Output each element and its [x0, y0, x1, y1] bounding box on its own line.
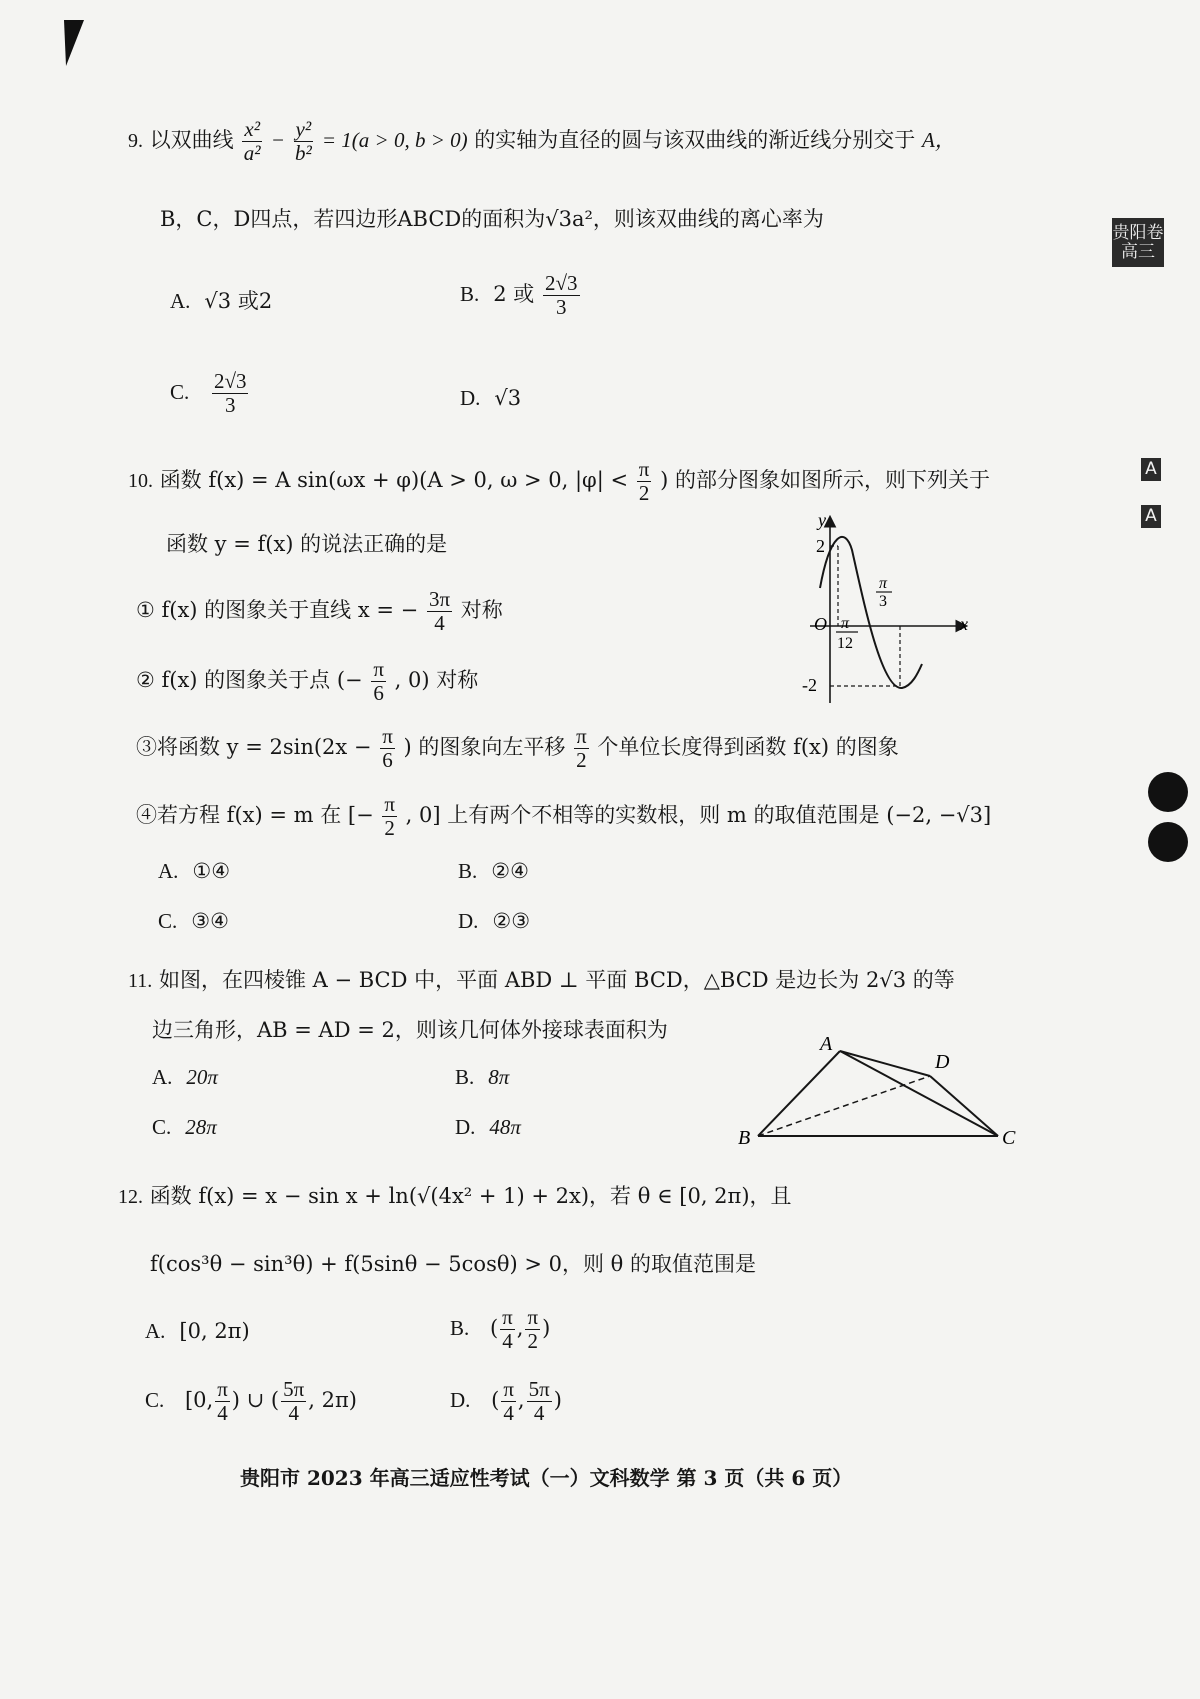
svg-text:y: y: [818, 510, 826, 530]
q10-number: 10.: [128, 470, 153, 493]
q9-frac-y: $\frac{\text{y²}}{\text{b²}}$: [294, 117, 312, 166]
svg-text:π: π: [841, 615, 850, 632]
q9-option-c[interactable]: C. $\frac{2√3}{3}$: [170, 369, 247, 418]
q10-option-a[interactable]: A. ①④: [158, 859, 231, 883]
binding-hole-2: [1148, 822, 1188, 862]
q9-point-a: A，: [921, 128, 956, 153]
q10-statement-1: ① f(x) 的图象关于直线 x = − $\frac{3\pi}{4}$ 对称: [136, 587, 503, 636]
q11-option-c[interactable]: C. 28π: [152, 1115, 217, 1139]
q10-line1: 10. 函数 f(x) = A sin(ωx + φ)(A > 0, ω > 0, |φ| < $\frac{\pi}{2}$ ) 的部分图象如图所示，则下列关于: [128, 457, 990, 506]
q10-option-d[interactable]: D. ②③: [458, 909, 531, 933]
q10-statement-2: ② f(x) 的图象关于点 (− $\frac{\pi}{6}$ , 0) 对称: [136, 657, 479, 706]
q10-graph: [790, 508, 980, 708]
svg-text:A: A: [820, 1036, 833, 1055]
q11-line1: 11. 如图，在四棱锥 A − BCD 中，平面 ABD ⊥ 平面 BCD，△BCD 是边长为 2√3 的等: [128, 968, 955, 992]
svg-text:O: O: [814, 614, 827, 634]
side-tab: [1112, 218, 1164, 267]
side-mark-a1: A: [1141, 458, 1161, 481]
q9-formula-end: = 1(a > 0, b > 0): [321, 128, 468, 153]
q9-frac-x: $\frac{\text{x²}}{\text{a²}}$: [243, 117, 261, 166]
q12-option-a[interactable]: A. [0, 2π): [145, 1319, 250, 1343]
svg-text:π: π: [879, 575, 888, 592]
q11-option-a[interactable]: A. 20π: [152, 1065, 218, 1089]
q12-line1: 12. 函数 f(x) = x − sin x + ln(√(4x² + 1) + 2x)，若 θ ∈ [0, 2π)，且: [118, 1184, 792, 1208]
q12-option-d[interactable]: D. ( $\frac{\pi}{4}$ , $\frac{5\pi}{4}$ ): [450, 1377, 562, 1426]
q9-option-d[interactable]: D. √3: [460, 386, 522, 410]
side-tab-top: 贵阳卷: [1112, 223, 1164, 243]
svg-text:C: C: [1002, 1127, 1016, 1149]
q10-line2: 函数 y = f(x) 的说法正确的是: [166, 532, 448, 556]
q12-option-c[interactable]: C. [0, $\frac{\pi}{4}$ ) ∪ ( $\frac{5\pi}{4}$ , 2π): [145, 1377, 357, 1426]
svg-text:x: x: [960, 614, 968, 634]
q11-line2: 边三角形，AB = AD = 2，则该几何体外接球表面积为: [152, 1018, 668, 1042]
q9-line1: 9. 以双曲线 $\frac{\text{x²}}{\text{a²}}$ − $\frac{\text{y²}}{\text{b²}}$ = 1(a > 0, b > 0) 的实轴为直径的圆与该双曲线的渐近线分别交于 A，: [128, 117, 956, 166]
q9-line1-post: 的实轴为直径的圆与该双曲线的渐近线分别交于: [474, 128, 916, 153]
q12-line2: f(cos³θ − sin³θ) + f(5sinθ − 5cosθ) > 0，则 θ 的取值范围是: [150, 1252, 756, 1276]
q9-b-frac: $\frac{2√3}{3}$: [545, 271, 578, 320]
q9-line2: B，C，D四点，若四边形ABCD的面积为√3a²，则该双曲线的离心率为: [160, 207, 824, 231]
q10-statement-3: ③将函数 y = 2sin(2x − $\frac{\pi}{6}$ ) 的图象向左平移 $\frac{\pi}{2}$ 个单位长度得到函数 f(x) 的图象: [136, 724, 899, 773]
svg-text:B: B: [738, 1127, 751, 1149]
q10-option-b[interactable]: B. ②④: [458, 859, 529, 883]
svg-text:D: D: [935, 1051, 950, 1073]
svg-text:-2: -2: [802, 675, 817, 695]
q11-figure: [730, 1036, 1030, 1156]
page-footer: 贵阳市 2023 年高三适应性考试（一）文科数学 第 3 页（共 6 页）: [240, 1466, 853, 1490]
svg-text:2: 2: [816, 536, 825, 556]
q12-number: 12.: [118, 1186, 143, 1208]
q10-statement-4: ④若方程 f(x) = m 在 [− $\frac{\pi}{2}$ , 0] 上有两个不相等的实数根，则 m 的取值范围是 (−2, −√3]: [136, 792, 992, 841]
q11-option-d[interactable]: D. 48π: [455, 1115, 521, 1139]
q9-c-frac: $\frac{2√3}{3}$: [213, 369, 247, 418]
q11-number: 11.: [128, 970, 153, 992]
svg-text:3: 3: [879, 593, 887, 610]
q9-number: 9.: [128, 130, 143, 153]
q9-line1-pre: 以双曲线: [149, 128, 234, 153]
q10-curve: [820, 537, 922, 688]
q10-option-c[interactable]: C. ③④: [158, 909, 229, 933]
side-tab-bottom: 高三: [1121, 241, 1155, 262]
q9-option-a[interactable]: A. √3 或2: [170, 289, 273, 313]
q9-option-b[interactable]: B. 2 或 $\frac{2√3}{3}$: [460, 271, 578, 320]
corner-mark-icon: [62, 18, 86, 68]
svg-text:12: 12: [837, 635, 853, 652]
q12-option-b[interactable]: B. ( $\frac{\pi}{4}$ , $\frac{\pi}{2}$ ): [450, 1305, 551, 1354]
binding-hole-1: [1148, 772, 1188, 812]
q11-option-b[interactable]: B. 8π: [455, 1065, 510, 1089]
side-mark-a2: A: [1141, 505, 1161, 528]
